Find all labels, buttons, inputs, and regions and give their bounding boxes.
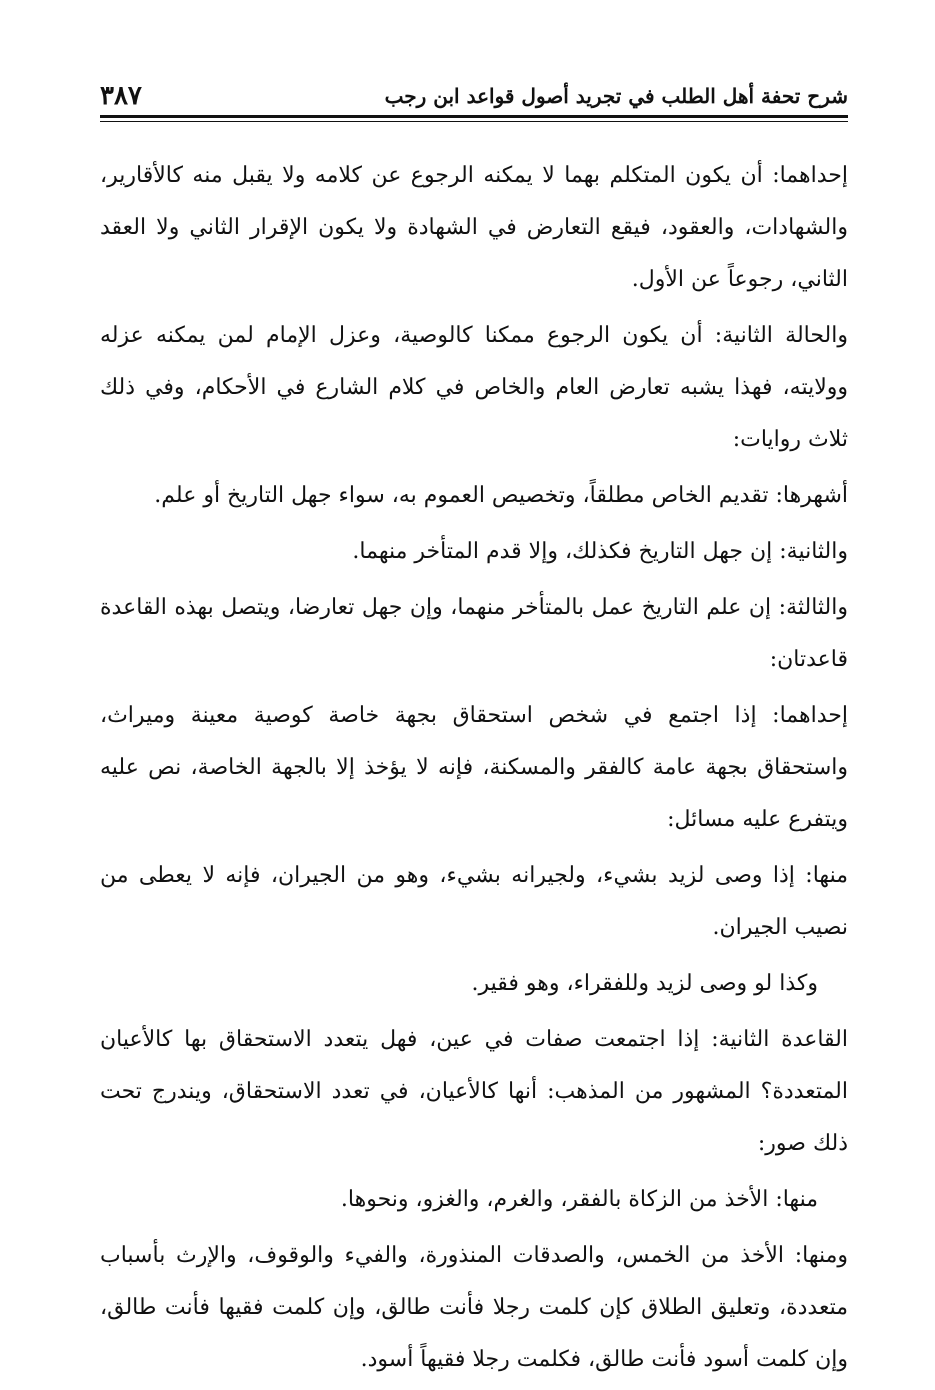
paragraph: القاعدة الثانية: إذا اجتمعت صفات في عين، فهل يتعدد الاستحقاق بها كالأعيان المتعددة؟ المشهور من المذهب: أنها كالأعيان، في تعدد الاستحقاق، ويندرج تحت ذلك صور:	[100, 1027, 848, 1156]
paragraph: إحداهما: أن يكون المتكلم بهما لا يمكنه الرجوع عن كلامه ولا يقبل منه كالأقارير، والشهادات، والعقود، فيقع التعارض في الشهادة ولا يكون الإقرار الثاني ولا العقد الثاني، رجوعاً عن الأول.	[100, 163, 848, 292]
running-title: شرح تحفة أهل الطلب في تجريد أصول قواعد ابن رجب	[384, 84, 848, 108]
paragraph: أشهرها: تقديم الخاص مطلقاً، وتخصيص العموم به، سواء جهل التاريخ أو علم.	[154, 483, 848, 508]
paragraph: والثالثة: إن علم التاريخ عمل بالمتأخر منهما، وإن جهل تعارضا، ويتصل بهذه القاعدة قاعدتان:	[100, 595, 848, 672]
paragraph: إحداهما: إذا اجتمع في شخص استحقاق بجهة خاصة كوصية معينة وميراث، واستحقاق بجهة عامة كالفقر والمسكنة، فإنه لا يؤخذ إلا بالجهة الخاصة، نص عليه ويتفرع عليه مسائل:	[100, 703, 848, 832]
header-rule-thick	[100, 115, 848, 118]
paragraph: ومنها: الأخذ من الخمس، والصدقات المنذورة، والفيء والوقوف، والإرث بأسباب متعددة، وتعليق الطلاق كإن كلمت رجلا فأنت طالق، وإن كلمت فقيها فأنت طالق، وإن كلمت أسود فأنت طالق، فكلمت رجلا فقيهاً أسود.	[100, 1243, 848, 1372]
paragraph: والثانية: إن جهل التاريخ فكذلك، وإلا قدم المتأخر منهما.	[352, 539, 848, 564]
page-header	[100, 70, 848, 110]
paragraph: منها: الأخذ من الزكاة بالفقر، والغرم، والغزو، ونحوها.	[340, 1187, 818, 1212]
body-text	[100, 150, 848, 1390]
paragraph: والحالة الثانية: أن يكون الرجوع ممكنا كالوصية، وعزل الإمام لمن يمكنه عزله وولايته، فهذا يشبه تعارض العام والخاص في كلام الشارع في الأحكام، وفي ذلك ثلاث روايات:	[100, 323, 848, 452]
paragraph: منها: إذا وصى لزيد بشيء، ولجيرانه بشيء، وهو من الجيران، فإنه لا يعطى من نصيب الجيران.	[100, 863, 848, 940]
page-number: ٣٨٧	[100, 81, 142, 111]
header-rule-thin	[100, 121, 848, 122]
paragraph: وكذا لو وصى لزيد وللفقراء، وهو فقير.	[471, 971, 818, 996]
